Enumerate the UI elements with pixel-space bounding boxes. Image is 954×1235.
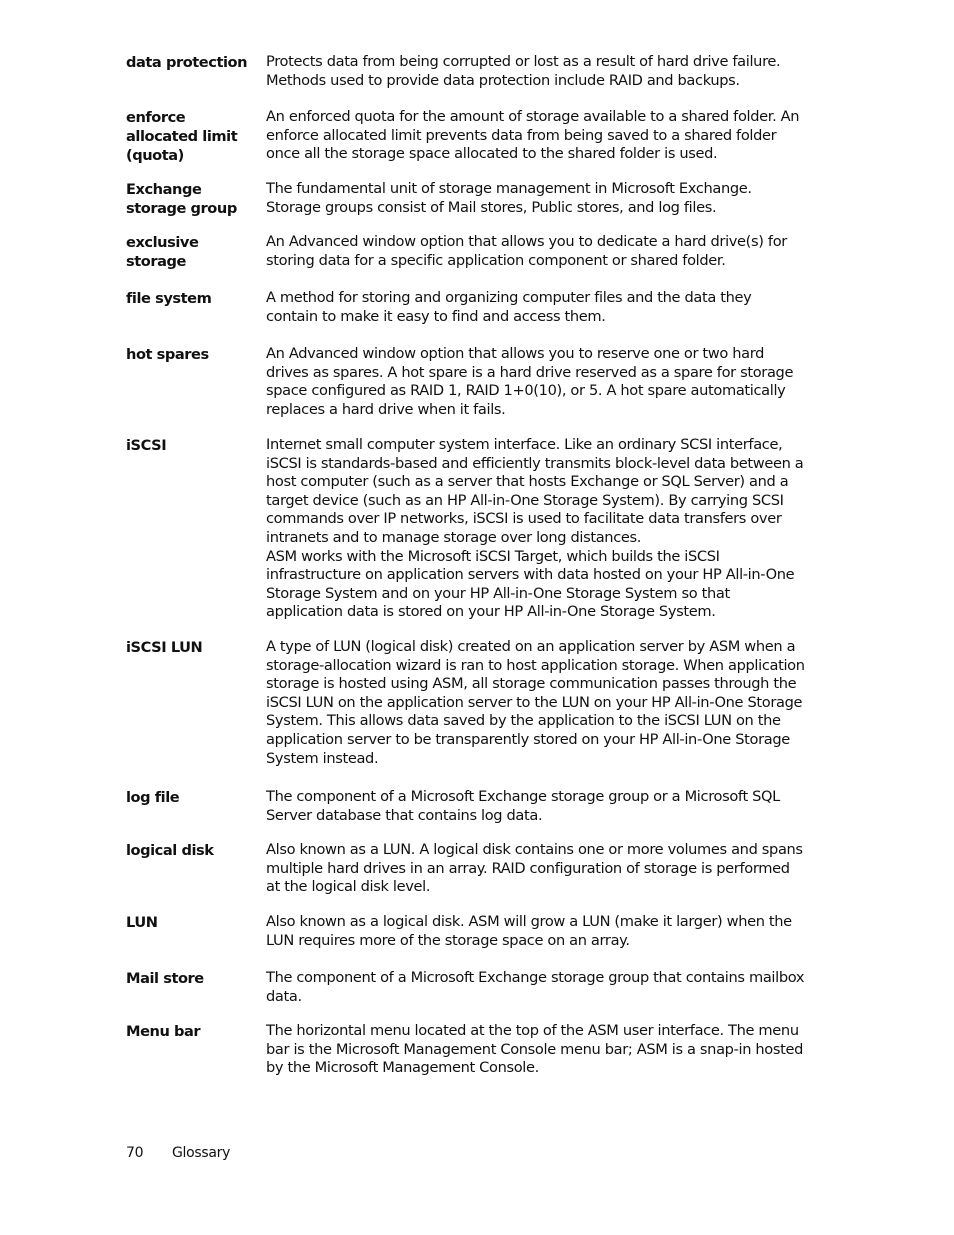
glossary-term: LUN [126, 914, 158, 931]
glossary-definition [266, 436, 806, 622]
definition-paragraph: ASM works with the Microsoft iSCSI Target, which builds the iSCSI infrastructure on application servers with data hosted on your HP All-in-One Storage System and on your HP All-in-One Storage System so that application data is stored on your HP All-in-One Storage System. [266, 547, 795, 621]
glossary-term: Mail store [126, 970, 204, 987]
glossary-entry-mail-store [126, 969, 806, 1022]
page-number: 70 [126, 1145, 144, 1161]
glossary-entry-lun [126, 913, 806, 969]
glossary-definition [266, 969, 806, 1006]
glossary-term: iSCSI LUN [126, 639, 203, 656]
glossary-definition [266, 53, 806, 90]
glossary-term: enforce allocated limit (quota) [126, 109, 238, 164]
glossary-term: logical disk [126, 842, 214, 859]
glossary-list [126, 53, 806, 1082]
glossary-entry-iscsi-lun [126, 638, 806, 788]
glossary-entry-iscsi [126, 436, 806, 638]
glossary-entry-exclusive-storage [126, 233, 806, 289]
glossary-term: exclusive storage [126, 234, 199, 270]
glossary-entry-logical-disk [126, 841, 806, 913]
glossary-definition [266, 289, 806, 326]
glossary-definition [266, 913, 806, 950]
glossary-definition [266, 108, 806, 164]
glossary-definition [266, 233, 806, 270]
glossary-definition [266, 180, 806, 217]
page-footer [126, 1144, 230, 1163]
glossary-definition [266, 841, 806, 897]
definition-paragraph: The component of a Microsoft Exchange storage group or a Microsoft SQL Server database that contains log data. [266, 788, 780, 824]
glossary-term: log file [126, 789, 180, 806]
definition-paragraph: Also known as a LUN. A logical disk contains one or more volumes and spans multiple hard drives in an array. RAID configuration of storage is performed at the logical disk level. [266, 841, 803, 896]
glossary-definition [266, 788, 806, 825]
definition-paragraph: An enforced quota for the amount of storage available to a shared folder. An enforce allocated limit prevents data from being saved to a shared folder once all the storage space allocated to the shared folder is used. [266, 108, 800, 163]
glossary-term: hot spares [126, 346, 209, 363]
glossary-term: data protection [126, 54, 248, 71]
footer-section-title: Glossary [172, 1145, 231, 1161]
definition-paragraph: Internet small computer system interface. Like an ordinary SCSI interface, iSCSI is standards-based and efficiently transmits block-level data between a host computer (such as a server that hosts Exchange or SQL Server) and a target device (such as an HP All-in-One Storage System). By carrying SCSI commands over IP networks, iSCSI is used to facilitate data transfers over intranets and to manage storage over long distances. [266, 436, 804, 546]
definition-paragraph: The horizontal menu located at the top of the ASM user interface. The menu bar is the Microsoft Management Console menu bar; ASM is a snap-in hosted by the Microsoft Management Console. [266, 1022, 804, 1077]
definition-paragraph: Also known as a logical disk. ASM will grow a LUN (make it larger) when the LUN requires more of the storage space on an array. [266, 913, 792, 949]
glossary-term: file system [126, 290, 212, 307]
definition-paragraph: The component of a Microsoft Exchange storage group that contains mailbox data. [266, 969, 805, 1005]
glossary-entry-hot-spares [126, 345, 806, 436]
glossary-entry-file-system [126, 289, 806, 345]
glossary-definition [266, 1022, 806, 1078]
glossary-term: iSCSI [126, 437, 167, 454]
glossary-entry-exchange-storage-group [126, 180, 806, 233]
glossary-entry-log-file [126, 788, 806, 841]
glossary-term: Menu bar [126, 1023, 201, 1040]
definition-paragraph: Protects data from being corrupted or lost as a result of hard drive failure. Methods used to provide data protection include RAID and backups. [266, 53, 781, 89]
glossary-entry-enforce-allocated-limit [126, 108, 806, 180]
definition-paragraph: A method for storing and organizing computer files and the data they contain to make it easy to find and access them. [266, 289, 752, 325]
glossary-entry-data-protection [126, 53, 806, 108]
glossary-entry-menu-bar [126, 1022, 806, 1082]
glossary-term: Exchange storage group [126, 181, 237, 217]
definition-paragraph: An Advanced window option that allows you to reserve one or two hard drives as spares. A hot spare is a hard drive reserved as a spare for storage space configured as RAID 1, RAID 1+0(10), or 5. A hot spare automatically replaces a hard drive when it fails. [266, 345, 794, 418]
glossary-definition [266, 345, 806, 419]
definition-paragraph: An Advanced window option that allows you to dedicate a hard drive(s) for storing data for a specific application component or shared folder. [266, 233, 787, 269]
definition-paragraph: A type of LUN (logical disk) created on an application server by ASM when a storage-allocation wizard is ran to host application storage. When application storage is hosted using ASM, all storage communication passes through the iSCSI LUN on the application server to the LUN on your HP All-in-One Storage System. This allows data saved by the application to the iSCSI LUN on the application server to be transparently stored on your HP All-in-One Storage System instead. [266, 638, 805, 767]
glossary-definition [266, 638, 806, 768]
definition-paragraph: The fundamental unit of storage management in Microsoft Exchange. Storage groups consist of Mail stores, Public stores, and log files. [266, 180, 752, 216]
